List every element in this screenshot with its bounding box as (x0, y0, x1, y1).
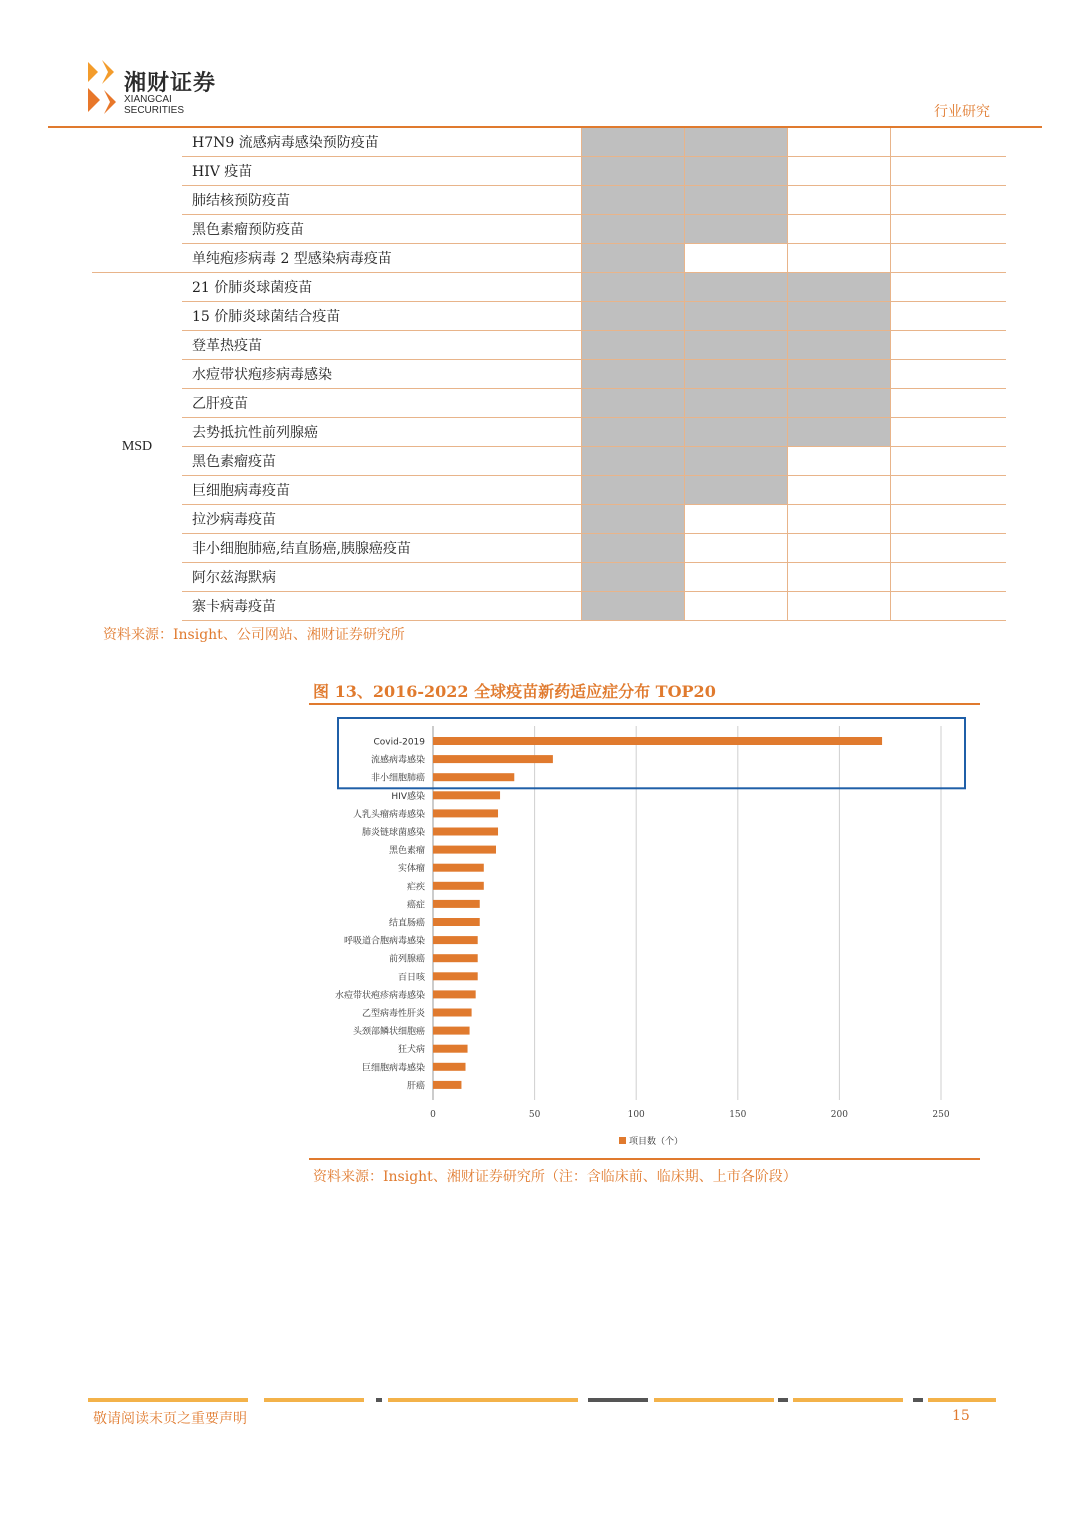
x-tick-label: 250 (932, 1110, 950, 1120)
stage-cell (684, 273, 787, 302)
x-tick-label: 150 (729, 1110, 747, 1120)
bar (433, 1081, 461, 1089)
category-label: 水痘带状疱疹病毒感染 (334, 990, 425, 1001)
stage-cell (787, 186, 890, 215)
legend-label: 项目数（个） (629, 1137, 684, 1147)
stage-cell (684, 447, 787, 476)
vaccine-name: HIV 疫苗 (182, 157, 581, 186)
stage-cell (684, 360, 787, 389)
category-label: 狂犬病 (397, 1045, 425, 1056)
x-tick-label: 50 (528, 1110, 541, 1120)
vaccine-name: 阿尔兹海默病 (182, 563, 581, 592)
stage-cell (581, 476, 684, 505)
vaccine-name: 登革热疫苗 (182, 331, 581, 360)
table-row (92, 244, 1006, 273)
stage-cell (890, 563, 1006, 592)
bar (433, 1027, 470, 1035)
stage-cell (890, 389, 1006, 418)
category-label: HIV感染 (391, 791, 425, 802)
stage-cell (787, 563, 890, 592)
category-label: 流感病毒感染 (370, 755, 425, 766)
bar (433, 918, 480, 926)
x-tick-label: 100 (627, 1110, 645, 1120)
category-label: 百日咳 (397, 972, 425, 983)
bar (433, 828, 498, 836)
bar (433, 755, 553, 763)
legend-swatch (619, 1137, 626, 1144)
stage-cell (684, 331, 787, 360)
stage-cell (787, 505, 890, 534)
table-row (92, 128, 1006, 157)
stage-cell (684, 302, 787, 331)
stage-cell (684, 418, 787, 447)
stage-cell (890, 244, 1006, 273)
table-row (92, 447, 1006, 476)
table-row (92, 273, 1006, 302)
stage-cell (684, 128, 787, 157)
bar (433, 882, 484, 890)
bar (433, 954, 478, 962)
figure-source-note: 资料来源：Insight、湘财证券研究所（注：含临床前、临床期、上市各阶段） (313, 1169, 797, 1185)
stage-cell (581, 505, 684, 534)
vaccine-name: 拉沙病毒疫苗 (182, 505, 581, 534)
stage-cell (581, 215, 684, 244)
vaccine-name: 乙肝疫苗 (182, 389, 581, 418)
bar (433, 737, 882, 745)
bar (433, 1063, 466, 1071)
stage-cell (787, 534, 890, 563)
vaccine-name: 寨卡病毒疫苗 (182, 592, 581, 621)
table-row (92, 360, 1006, 389)
stage-cell (684, 592, 787, 621)
stage-cell (890, 273, 1006, 302)
stage-cell (890, 534, 1006, 563)
category-label: 实体瘤 (397, 864, 425, 875)
stage-cell (581, 273, 684, 302)
stage-cell (581, 360, 684, 389)
footer-disclaimer: 敬请阅读末页之重要声明 (93, 1411, 247, 1427)
table-row (92, 592, 1006, 621)
stage-cell (684, 534, 787, 563)
category-label: 人乳头瘤病毒感染 (352, 809, 425, 820)
stage-cell (787, 244, 890, 273)
stage-cell (581, 186, 684, 215)
vaccine-name: 15 价肺炎球菌结合疫苗 (182, 302, 581, 331)
bar (433, 1045, 468, 1053)
highlight-box (338, 718, 965, 788)
category-label: 乙型病毒性肝炎 (361, 1009, 425, 1019)
stage-cell (787, 157, 890, 186)
vaccine-name: 巨细胞病毒疫苗 (182, 476, 581, 505)
vaccine-name: 单纯疱疹病毒 2 型感染病毒疫苗 (182, 244, 581, 273)
table-row (92, 331, 1006, 360)
stage-cell (890, 505, 1006, 534)
stage-cell (581, 244, 684, 273)
table-row (92, 505, 1006, 534)
stage-cell (890, 592, 1006, 621)
table-row (92, 418, 1006, 447)
table-row (92, 186, 1006, 215)
vaccine-name: 黑色素瘤疫苗 (182, 447, 581, 476)
category-label: Covid-2019 (373, 737, 425, 748)
x-tick-label: 0 (430, 1110, 436, 1120)
company-cell-msd: MSD (92, 273, 182, 621)
stage-cell (890, 476, 1006, 505)
stage-cell (684, 244, 787, 273)
category-label: 头颈部鳞状细胞癌 (352, 1027, 425, 1038)
stage-cell (787, 389, 890, 418)
stage-cell (787, 592, 890, 621)
vaccine-name: 非小细胞肺癌,结直肠癌,胰腺癌疫苗 (182, 534, 581, 563)
stage-cell (581, 302, 684, 331)
category-label: 癌症 (406, 900, 425, 911)
stage-cell (787, 360, 890, 389)
stage-cell (581, 447, 684, 476)
vaccine-pipeline-table (92, 128, 1006, 621)
bar (433, 972, 478, 980)
logo-text-en: XIANGCAI SECURITIES (124, 94, 185, 116)
figure-title: 图 13、2016-2022 全球疫苗新药适应症分布 TOP20 (313, 682, 716, 701)
vaccine-name: 21 价肺炎球菌疫苗 (182, 273, 581, 302)
section-label: 行业研究 (934, 104, 990, 120)
bar (433, 809, 498, 817)
logo-mark-icon (84, 58, 118, 116)
table-row (92, 157, 1006, 186)
category-label: 黑色素瘤 (388, 846, 425, 857)
stage-cell (581, 563, 684, 592)
x-tick-label: 200 (830, 1110, 848, 1120)
stage-cell (787, 447, 890, 476)
bar (433, 773, 514, 781)
table-row (92, 389, 1006, 418)
stage-cell (890, 331, 1006, 360)
stage-cell (890, 215, 1006, 244)
stage-cell (890, 302, 1006, 331)
category-label: 非小细胞肺癌 (370, 773, 425, 784)
category-label: 肺炎链球菌感染 (361, 828, 425, 838)
stage-cell (581, 389, 684, 418)
category-label: 疟疾 (406, 882, 425, 893)
bar (433, 846, 496, 854)
stage-cell (684, 157, 787, 186)
stage-cell (684, 215, 787, 244)
stage-cell (787, 476, 890, 505)
indication-bar-chart (310, 712, 980, 1152)
table-row (92, 302, 1006, 331)
logo-text-cn: 湘财证券 (124, 71, 217, 96)
stage-cell (684, 476, 787, 505)
bar (433, 936, 478, 944)
category-label: 前列腺癌 (388, 954, 425, 965)
stage-cell (787, 331, 890, 360)
stage-cell (890, 157, 1006, 186)
table-row (92, 215, 1006, 244)
vaccine-name: 水痘带状疱疹病毒感染 (182, 360, 581, 389)
category-label: 巨细胞病毒感染 (361, 1063, 425, 1074)
stage-cell (684, 505, 787, 534)
stage-cell (787, 273, 890, 302)
bar (433, 900, 480, 908)
table-source-note: 资料来源：Insight、公司网站、湘财证券研究所 (103, 627, 405, 643)
category-label: 结直肠癌 (388, 918, 425, 929)
stage-cell (581, 128, 684, 157)
company-cell-prev (92, 128, 182, 273)
bar (433, 1009, 472, 1017)
vaccine-name: 去势抵抗性前列腺癌 (182, 418, 581, 447)
stage-cell (581, 592, 684, 621)
bar (433, 791, 500, 799)
stage-cell (684, 186, 787, 215)
category-label: 肝癌 (406, 1081, 425, 1092)
stage-cell (581, 534, 684, 563)
vaccine-name: 黑色素瘤预防疫苗 (182, 215, 581, 244)
stage-cell (581, 157, 684, 186)
stage-cell (581, 418, 684, 447)
table-row (92, 476, 1006, 505)
stage-cell (890, 186, 1006, 215)
vaccine-name: H7N9 流感病毒感染预防疫苗 (182, 128, 581, 157)
stage-cell (890, 447, 1006, 476)
company-logo (84, 58, 234, 118)
stage-cell (787, 302, 890, 331)
stage-cell (787, 418, 890, 447)
footer-decor-bar (88, 1397, 996, 1403)
stage-cell (684, 563, 787, 592)
category-label: 呼吸道合胞病毒感染 (343, 936, 425, 947)
page-number: 15 (952, 1408, 970, 1424)
stage-cell (684, 389, 787, 418)
stage-cell (890, 418, 1006, 447)
bar (433, 864, 484, 872)
figure-top-rule (309, 703, 980, 705)
stage-cell (890, 128, 1006, 157)
stage-cell (890, 360, 1006, 389)
figure-bottom-rule (309, 1158, 980, 1160)
stage-cell (787, 215, 890, 244)
vaccine-name: 肺结核预防疫苗 (182, 186, 581, 215)
table-row (92, 534, 1006, 563)
stage-cell (787, 128, 890, 157)
table-row (92, 563, 1006, 592)
bar (433, 990, 476, 998)
stage-cell (581, 331, 684, 360)
